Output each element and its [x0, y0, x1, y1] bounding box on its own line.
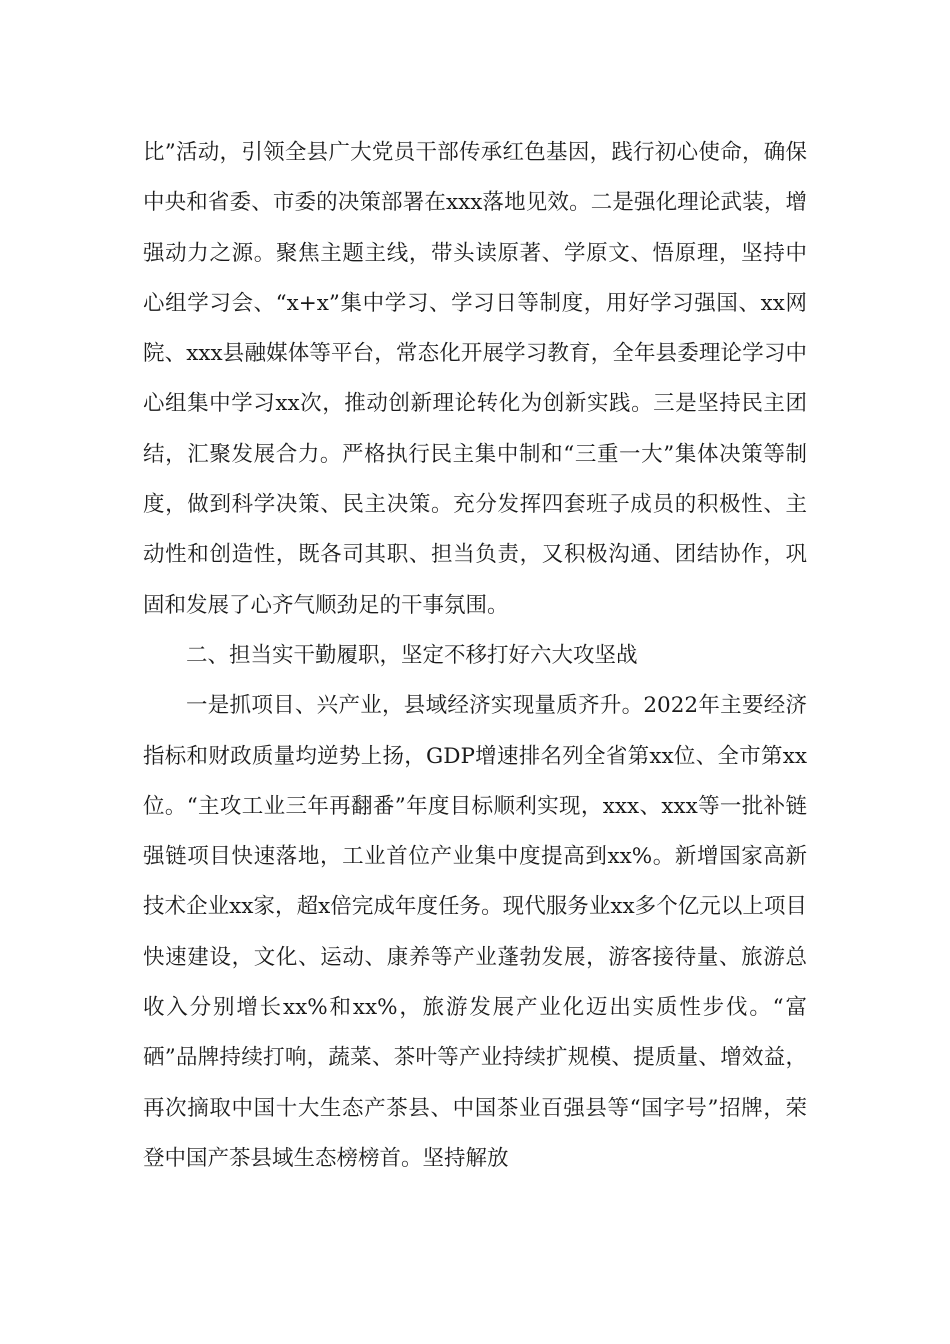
document-body [143, 128, 807, 1184]
section-heading: 二、担当实干勤履职，坚定不移打好六大攻坚战 [186, 642, 638, 668]
paragraph-economy: 一是抓项目、兴产业，县域经济实现量质齐升。2022年主要经济指标和财政质量均逆势上扬，GDP增速排名列全省第xx位、全市第xx位。“主攻工业三年再翻番”年度目标顺利实现，xxx、xxx等一批补链强链项目快速落地，工业首位产业集中度提高到xx%。新增国家高新技术企业xx家，超x倍完成年度任务。现代服务业xx多个亿元以上项目快速建设，文化、运动、康养等产业蓬勃发展，游客接待量、旅游总收入分别增长xx%和xx%，旅游发展产业化迈出实质性步伐。“富硒”品牌持续打响，蔬菜、茶叶等产业持续扩规模、提质量、增效益，再次摘取中国十大生态产茶县、中国茶业百强县等“国字号”招牌，荣登中国产茶县域生态榜榜首。坚持解放 [143, 693, 807, 1171]
paragraph-continuation: 比”活动，引领全县广大党员干部传承红色基因，践行初心使命，确保中央和省委、市委的决策部署在xxx落地见效。二是强化理论武装，增强动力之源。聚焦主题主线，带头读原著、学原文、悟原理，坚持中心组学习会、“x+x”集中学习、学习日等制度，用好学习强国、xx网院、xxx县融媒体等平台，常态化开展学习教育，全年县委理论学习中心组集中学习xx次，推动创新理论转化为创新实践。三是坚持民主团结，汇聚发展合力。严格执行民主集中制和“三重一大”集体决策等制度，做到科学决策、民主决策。充分发挥四套班子成员的积极性、主动性和创造性，既各司其职、担当负责，又积极沟通、团结协作，巩固和发展了心齐气顺劲足的干事氛围。 [143, 140, 807, 618]
